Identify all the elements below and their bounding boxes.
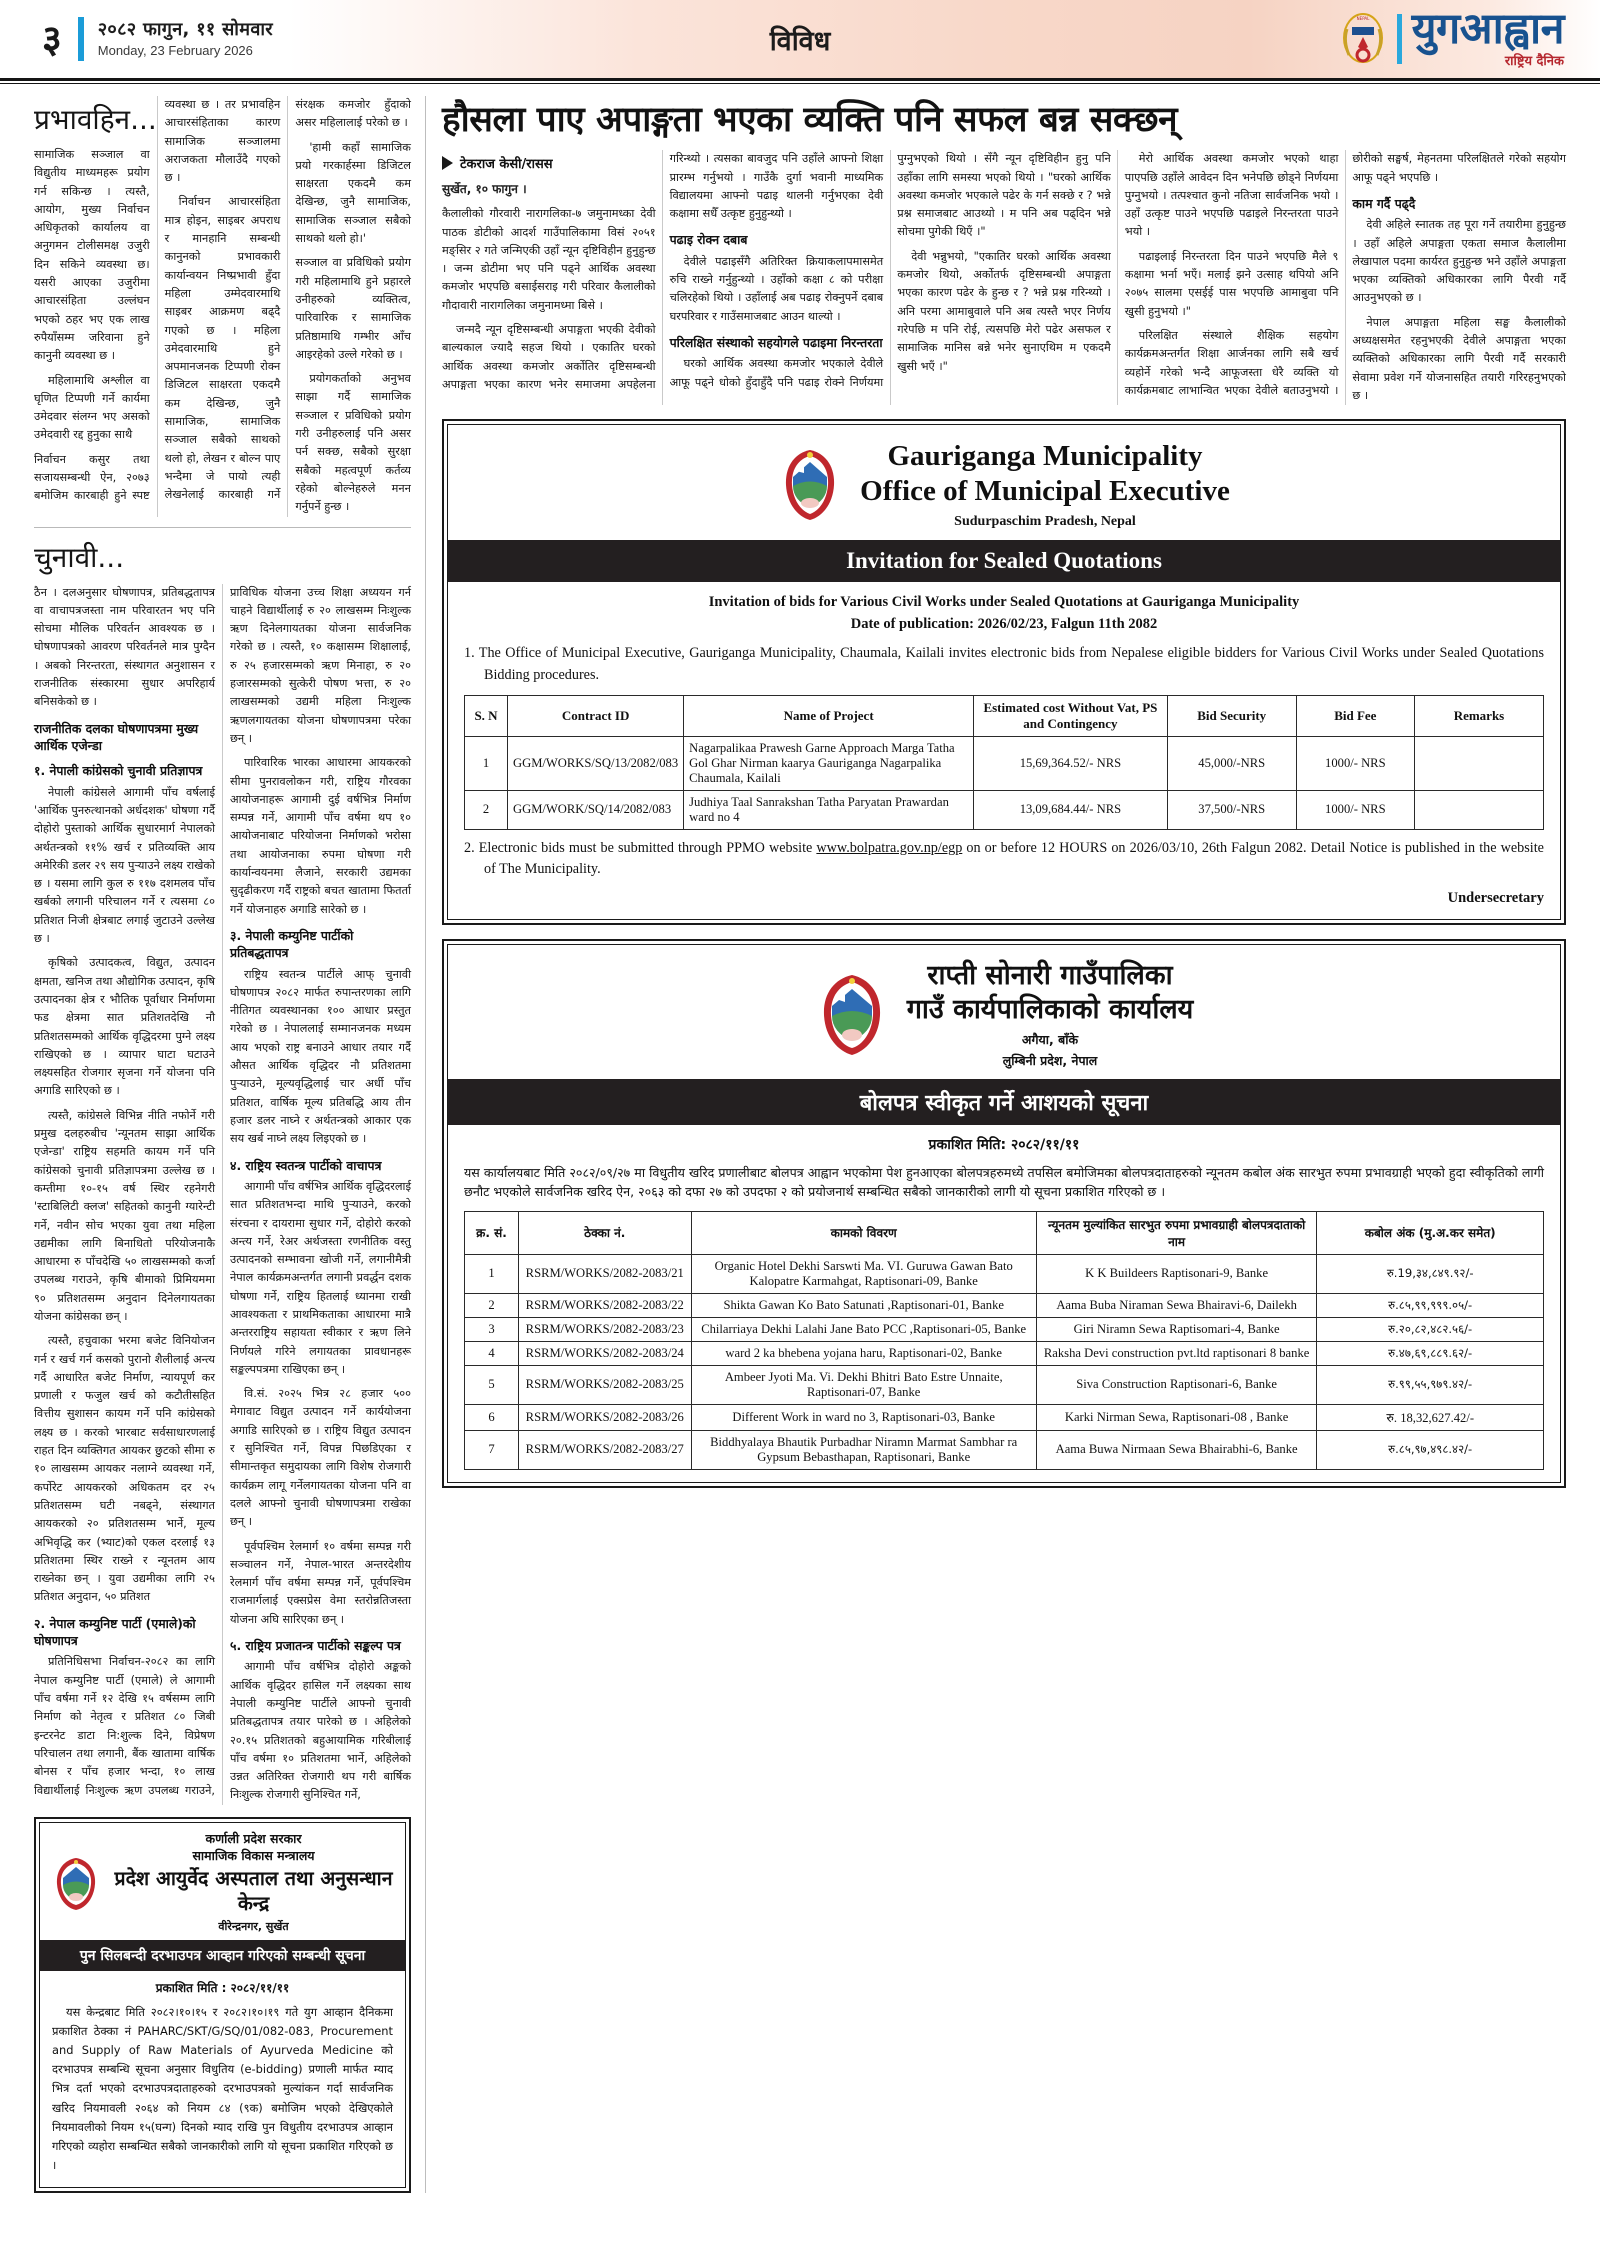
cell-work: Different Work in ward no 3, Raptisonari-03, Banke [691, 1404, 1036, 1430]
chunavi-para: आगामी पाँच वर्षभित्र आर्थिक वृद्धिदरलाई सात प्रतिशतभन्दा माथि पुऱ्याउने, करको संरचना र दायरामा सुधार गर्ने, दोहोरो करको अन्त्य गर्ने, रेअर अर्थजस्ता रणनीतिक वस्तु उत्पादनको सम्भावना खोजी गर्ने, लगानीमैत्री नेपाल कार्यक्रमअन्तर्गत लगानी प्रवर्द्धन दशक घोषणा गर्ने, राष्ट्रिय हितलाई ध्यानमा राखी आवश्यकता र प्राथमिकताका आधारमा मात्रै अन्तरराष्ट्रिय सहायता स्वीकार र ऋण लिने निर्णयले गरिने लगायतका प्रावधानहरू सङ्कल्पपत्रमा राखिएका छन् । [230, 1179, 411, 1376]
cell-amount: रु.९९,५५,९७९.४२/- [1317, 1365, 1544, 1404]
table-row [465, 1430, 1544, 1469]
notice-raptisonari-line4: लुम्बिनी प्रदेश, नेपाल [1002, 1052, 1098, 1068]
cell-contract-no: RSRM/WORKS/2082-2083/27 [518, 1430, 691, 1469]
cell-sn: 3 [465, 1317, 519, 1341]
cell-sn: 2 [465, 790, 508, 829]
table-row [465, 1254, 1544, 1293]
table-header-row [465, 1211, 1544, 1254]
notice-gauriganga-item-1: 1. The Office of Municipal Executive, Gauriganga Municipality, Chaumala, Kailali invites electronic bids from Nepalese eligible bidders for Various Civil Works under Sealed Quotations Bidding procedures. [464, 645, 1544, 683]
prabhawahin-para: महिलामाथि अश्लील वा घृणित टिप्पणी गर्ने कार्यमा उमेदवार संलग्न भए असको उमेदवारी रद्द हुनुका साथै [34, 373, 150, 442]
notice-raptisonari-pubdate: प्रकाशित मिति: २०८२/११/११ [928, 1136, 1080, 1153]
brand-subtitle: राष्ट्रिय दैनिक [1504, 54, 1564, 70]
nepal-emblem-icon [815, 971, 889, 1057]
section-divider [34, 527, 411, 528]
notice-raptisonari-inner [447, 944, 1561, 1482]
cell-work: Chilarriaya Dekhi Lalahi Jane Bato PCC ,Raptisonari-05, Banke [691, 1317, 1036, 1341]
right-column-pack [426, 96, 1566, 2193]
notice-raptisonari-header [448, 945, 1560, 1079]
cell-project: Judhiya Taal Sanrakshan Tatha Paryatan Prawardan ward no 4 [684, 790, 974, 829]
feature-para: पढाइलाई निरन्तरता दिन पाउने भएपछि मैले ९ कक्षामा भर्ना भएँ। मलाई झने उत्साह थपियो अनि २०७५ सालमा एसईई पास भएपछि आमाबुवा पनि खुसी हुनुभयो ।" [1124, 249, 1339, 318]
notice-raptisonari [442, 939, 1566, 1487]
feature-para: मेरो आर्थिक अवस्था कमजोर भएको थाहा पाएपछि उहाँले आवेदन दिन भनेपछि छोड्ने निर्णयमा पुग्नुभयो । तत्पश्चात कुनो नतिजा सार्वजनिक भयो । उहाँ उत्कृष्ट पाउने भएपछि पढाइले निरन्तरता पाउने भयो । [1124, 152, 1339, 239]
cell-work: Ambeer Jyoti Ma. Vi. Dekhi Bhitri Bato Estre Unnaite, Raptisonari-07, Banke [691, 1365, 1036, 1404]
notice-gauriganga-line1: Gauriganga Municipality [887, 440, 1203, 473]
gauriganga-bid-table [464, 695, 1544, 830]
cell-amount: रु. 18,32,627.42/- [1317, 1404, 1544, 1430]
table-row [465, 1293, 1544, 1317]
chunavi-para: ठैन । दलअनुसार घोषणापत्र, प्रतिबद्धतापत्र वा वाचापत्रजस्ता नाम परिवारतन भए पनि सोचमा मौलिक परिवर्तन आवश्यक छ । घोषणापत्रको आवरण परिवर्तनले मात्र पुग्दैन । अबको निरन्तरता, संस्थागत अनुशासन र राजनीतिक संस्कारमा सुधार अपरिहार्य बनिसकेको छ । [34, 585, 215, 709]
feature-para: जन्मदै न्यून दृष्टिसम्बन्धी अपाङ्गता भएकी देवीको बाल्यकाल ज्यादै सहज थियो । एकातिर घरको आर्थिक अवस्था कमजोर अर्कोतिर दृष्टिसम्बन्धी अपाङ्गता भएका कारण भनेर समाजमा अपहेलना गरिन्थ्यो । त्यसका बावजुद पनि उहाँले आफ्नो शिक्षा प्रारम्भ गर्नुभयो । गाउँकै दुर्गा भवानी माध्यमिक विद्यालयमा आफ्नो पढाइ थालनी गर्नुभएका देवी कक्षामा सधैँ उत्कृष्ट हुनुहुन्थ्यो । [442, 152, 884, 391]
table-row [465, 1404, 1544, 1430]
table-row [465, 790, 1544, 829]
byline-triangle-icon [442, 156, 453, 170]
cell-amount: रु.19,३४,८४९.९२/- [1317, 1254, 1544, 1293]
feature-body [442, 150, 1566, 405]
table-row [465, 1365, 1544, 1404]
cell-amount: रु.८५,९९,९९९.०५/- [1317, 1293, 1544, 1317]
cell-sn: 1 [465, 736, 508, 790]
raptisonari-table-body [465, 1254, 1544, 1469]
cell-sn: 6 [465, 1404, 519, 1430]
nepal-emblem-icon [50, 1854, 102, 1912]
th-sn: क्र. सं. [465, 1211, 519, 1254]
feature-subhead: काम गर्दै पढ्दै [1352, 195, 1416, 211]
th-remarks: Remarks [1414, 695, 1543, 736]
byline-place-row [442, 180, 656, 197]
chunavi-heading: राजनीतिक दलका घोषणापत्रमा मुख्य आर्थिक एजेन्डा [34, 720, 199, 753]
page-number: ३ [42, 17, 62, 61]
prabhawahin-para: निर्वाचन कसुर तथा सजायसम्बन्धी ऐन, २०७३ बमोजिम कारबाही हुने स्पष्ट व्यवस्था छ । तर प्रभावहिन आचारसंहिताका कारण सामाजिक सञ्जालमा अराजकता मौलाउँदै गएको छ । [34, 98, 281, 503]
feature-para: देवीले पढाइसँगै अतिरिक्त क्रियाकलापमासमेत रुचि राख्ने गर्नुहुन्थ्यो । उहाँको कक्षा ८ को परीक्षा चलिरहेको थियो । उहाँलाई अब पढाइ रोक्नुपर्ने दबाब घरपरिवार र गाउँसमाजबाट आउन थाल्यो । [669, 254, 884, 323]
notice-ayurveda [34, 1817, 411, 2193]
notice-raptisonari-line2: गाउँ कार्यपालिकाको कार्यालय [906, 994, 1194, 1026]
chunavi-para: त्यस्तै, कांग्रेसले विभिन्न नीति नफोर्ने गरी प्रमुख दलहरुबीच 'न्यूनतम साझा आर्थिक एजेन्डा' राष्ट्रिय सहमति कायम गर्ने पनि कांग्रेसको चुनावी प्रतिज्ञापत्रमा उल्लेख छ । कम्तीमा १०-१५ वर्ष स्थिर रहनेगरी 'स्टाबिलिटी क्लज' सहितको कानुनी ग्यारेन्टी गर्ने, नवीन सोच भएका युवा तथा महिला उद्यमीका लागि बिनाधितो परियोजनाकै आधारमा रु पाँचदेखि ५० लाखसम्मको कर्जा उपलब्ध गराउने, कृषि बीमाको प्रिमियममा ९० प्रतिशतसम्म अनुदान दिनेलगायतका योजना कांग्रेसका छन् । [34, 1108, 215, 1323]
prabhawahin-para: 'हामी कहाँ सामाजिक प्रयो गरकार्हस्मा डिजिटल साक्षरता एकदमै कम देखिन्छ, जुनै सामाजिक, सामाजिक सञ्जाल सबैको साथको थलो हो।' [295, 140, 411, 246]
notice-raptisonari-body [448, 1125, 1560, 1482]
chunavi-para: आगामी पाँच वर्षभित्र दोहोरो अङ्कको आर्थिक वृद्धिदर हासिल गर्ने लक्ष्यका साथ नेपाली कम्युनिष्ट पार्टीले आफ्नो चुनावी प्रतिबद्धतापत्र तयार पारेको छ । अहिलेको २०.१५ प्रतिशतको बहुआयामिक गरिबीलाई पाँच वर्षमा १० प्रतिशतमा भार्ने, अहिलेको उन्नत अतिरिक्त रोजगारी थप गरी बार्षिक निःशुल्क रोजगारी सुनिश्चित गर्ने, [230, 1660, 411, 1802]
th-contract-id: Contract ID [508, 695, 684, 736]
notice-gauriganga-header [448, 425, 1560, 540]
masthead [0, 0, 1600, 78]
prabhawahin-para: प्रयोगकर्ताको अनुभव साझा गर्दै सामाजिक सञ्जाल र प्रविधिको प्रयोग गरी उनीहरुलाई पनि असर पर्न सक्छ, सबैको सुरक्षा सबैको महत्वपूर्ण कर्तव्य रहेको बोल्नेहरुले मनन गर्नुपर्ने हुन्छ । [295, 372, 411, 514]
masthead-rule-thin [0, 83, 1600, 84]
th-estimated-cost: Estimated cost Without Vat, PS and Contingency [974, 695, 1168, 736]
feature-headline: हौसला पाए अपाङ्गता भएका व्यक्ति पनि सफल बन्न सक्छन् [442, 100, 1178, 140]
table-row [465, 1341, 1544, 1365]
notice-gauriganga-banner: Invitation for Sealed Quotations [448, 540, 1560, 582]
notice-ayurveda-inner [39, 1822, 406, 2188]
feature-para: देवी अहिले स्नातक तह पूरा गर्ने तयारीमा हुनुहुन्छ । उहाँ अहिले अपाङ्गता एकता समाज कैलालीमा लेखापाल पदमा कार्यरत हुनुहुन्छ भने उहाँले अपाङ्गता भएका व्यक्तिको अधिकारका लागि पैरवी गर्दै आउनुभएको छ । [1352, 218, 1566, 305]
prabhawahin-title: प्रभावहिन... [34, 103, 157, 136]
cell-bid-fee: 1000/- NRS [1296, 790, 1414, 829]
cell-bidder: Raksha Devi construction pvt.ltd raptisonari 8 banke [1036, 1341, 1317, 1365]
cell-bidder: Aama Buwa Nirmaan Sewa Bhairabhi-6, Banke [1036, 1430, 1317, 1469]
cell-contract-no: RSRM/WORKS/2082-2083/21 [518, 1254, 691, 1293]
th-work-description: कामको विवरण [691, 1211, 1036, 1254]
cell-contract-no: RSRM/WORKS/2082-2083/23 [518, 1317, 691, 1341]
cell-contract-no: RSRM/WORKS/2082-2083/25 [518, 1365, 691, 1404]
notice-ayurveda-pubdate: प्रकाशित मिति : २०८२/११/११ [155, 1980, 290, 1995]
cell-amount: रु.२०,८२,४८२.५६/- [1317, 1317, 1544, 1341]
cell-bidder: Karki Nirman Sewa, Raptisonari-08 , Banke [1036, 1404, 1317, 1430]
item2-post: on or before 12 HOURS on 2026/03/10, 26th Falgun 2082. Detail Notice is published in the website of The Municipality. [484, 839, 1544, 878]
notice-gauriganga-pubdate: Date of publication: 2026/02/23, Falgun 11th 2082 [850, 615, 1158, 632]
cell-sn: 7 [465, 1430, 519, 1469]
cell-amount: रु.८५,९७,४९८.४२/- [1317, 1430, 1544, 1469]
newspaper-logo-icon [1339, 11, 1387, 67]
feature-subhead: परिलक्षित संस्थाको सहयोगले पढाइमा निरन्तरता [669, 334, 883, 350]
cell-sn: 1 [465, 1254, 519, 1293]
chunavi-para: प्रतिनिधिसभा निर्वाचन-२०८२ का लागि नेपाल कम्युनिष्ट पार्टी (एमाले) ले आगामी पाँच वर्षमा गर्ने १२ देखि १५ वर्षसम्म लागि निर्माण को नेतृत्व र प्रतिशत ८० जिबी इन्टरनेट डाटा नि:शुल्क दिने, विप्रेषण परिचालन तथा लगानी, बैंक खातामा वार्षिक बोनस र पाँच हजार भन्दा, १० लाख विद्यार्थीलाई निःशुल्क ऋण उपलब्ध गराउने, प्राविधिक योजना उच्च शिक्षा अध्ययन गर्न चाहने विद्यार्थीलाई रु २० लाखसम्म निःशुल्क ऋण दिनेलगायतका योजना सार्वजनिक गरेको छ । त्यस्तै, १० कक्षासम्म शिक्षालाई, रु २५ हजारसम्मको ऋण मिनाहा, रु २० हजारसम्मको सुत्केरी पोषण भत्ता, रु २० लाखसम्मको उद्यमी महिला निःशुल्क ऋणलगायतका योजना घोषणापत्रमा परेका छन् । [34, 585, 411, 1797]
notice-ayurveda-line2: सामाजिक विकास मन्त्रालय [192, 1848, 315, 1864]
th-bidder-name: न्यूनतम मुल्यांकित सारभुत रुपमा प्रभावग्राही बोलपत्रदाताको नाम [1036, 1211, 1317, 1254]
notice-ayurveda-body [40, 1971, 405, 2187]
notice-gauriganga-subtitle: Invitation of bids for Various Civil Works under Sealed Quotations at Gauriganga Municipality [708, 593, 1300, 610]
chunavi-article [34, 538, 411, 1806]
th-bid-security: Bid Security [1167, 695, 1296, 736]
table-header-row [465, 695, 1544, 736]
notice-ayurveda-text: यस केन्द्रबाट मिति २०८२।१०।१५ र २०८२।१०।१९ गते युग आव्हान दैनिकमा प्रकाशित ठेक्का नं PAHARC/SKT/G/SQ/01/082-083, Procurement and Supply of Raw Materials of Ayurveda Medicine को दरभाउपत्र सम्बन्धि सूचना अनुसार विधुतिय (e-bidding) प्रणाली मार्फत म्याद भित्र दर्ता भएको दरभाउपत्रदाताहरुको दरभाउपत्रको मुल्यांकन गर्दा सार्वजनिक खरिद नियमावली २०६४ को नियम ८४ (९क) बमोजिम भएको देखिएकोले नियमावलीको नियम १५(घन्ग) दिनको म्याद राखि पुन विधुतीय दरभाउपत्र आव्हान गरिएको व्यहोरा सम्बन्धित सबैको जानकारीको लागि यो सूचना प्रकाशित गरिएको छ । [52, 2004, 393, 2172]
th-amount: कबोल अंक (मु.अ.कर समेत) [1317, 1211, 1544, 1254]
ppmo-website-link[interactable]: www.bolpatra.gov.np/egp [816, 839, 963, 856]
cell-work: Shikta Gawan Ko Bato Satunati ,Raptisonari-01, Banke [691, 1293, 1036, 1317]
date-english: Monday, 23 February 2026 [97, 42, 253, 58]
notice-gauriganga-item-2 [464, 838, 1544, 881]
chunavi-heading: २. नेपाल कम्युनिष्ट पार्टी (एमाले)को घोषणापत्र [34, 1615, 196, 1649]
notice-raptisonari-banner: बोलपत्र स्वीकृत गर्ने आशयको सूचना [448, 1079, 1560, 1125]
prabhawahin-para: सामाजिक सञ्जाल वा विद्युतीय माध्यमहरू प्रयोग गर्न सकिन्छ । त्यस्तै, आयोग, मुख्य निर्वाचन अधिकृतको कार्यालय वा अनुगमन टोलीसमक्ष उजुरी दिन सकिने व्यवस्था छ। यसरी आएका उजुरीमा आचारसंहिता उल्लंघन भएको ठहर भए एक लाख रुपैयाँसम्म जरिवाना हुने कानुनी व्यवस्था छ । [34, 148, 150, 363]
chunavi-heading: ५. राष्ट्रिय प्रजातन्त्र पार्टीको सङ्कल्प पत्र [230, 1638, 401, 1654]
notice-raptisonari-line1: राप्ती सोनारी गाउँपालिका [927, 960, 1173, 992]
nepal-emblem-icon [778, 446, 842, 522]
cell-bid-security: 45,000/-NRS [1167, 736, 1296, 790]
chunavi-para: त्यस्तै, हचुवाका भरमा बजेट विनियोजन गर्न र खर्च गर्न कसको पुरानो शैलीलाई अन्त्य गर्दै आधारित बजेट निर्माण, न्यायपूर्ण कर प्रणाली र फजुल खर्च को कटौतीसहित वित्तीय सुशासन कायम गर्ने पनि कांग्रेसको लक्ष्य छ । करको भारबाट सर्वसाधारणलाई राहत दिन व्यक्तिगत आयकर छुटको सीमा रु १० लाखसम्म आयकर नलाग्ने व्यवस्था गर्ने, कर्पोरेट आयकरको अधिकतम दर २५ प्रतिशतसम्म घटी नबढ्ने, संस्थागत आयकरको २० प्रतिशतसम्म भार्ने, मूल्य अभिवृद्धि कर (भ्याट)को एकल दरलाई १३ प्रतिशतमा स्थिर राख्ने र न्यूनतम आय राख्नेका छन् । युवा उद्यमीका लागि २५ प्रतिशत अनुदान, ५० प्रतिशत [34, 1334, 215, 1604]
cell-remarks [1414, 736, 1543, 790]
cell-contract-id: GGM/WORKS/SQ/13/2082/083 [508, 736, 684, 790]
cell-bidder: Siva Construction Raptisonari-6, Banke [1036, 1365, 1317, 1404]
cell-amount: रु.४७,६९,८८९.६२/- [1317, 1341, 1544, 1365]
notice-ayurveda-header [40, 1823, 405, 1939]
cell-work: Biddhyalaya Bhautik Purbadhar Niramn Marmat Sambhar ra Gypsum Bebasthapan, Raptisonari, Banke [691, 1430, 1036, 1469]
th-bid-fee: Bid Fee [1296, 695, 1414, 736]
th-sn: S. N [465, 695, 508, 736]
notice-raptisonari-line3: अगैया, बाँके [1021, 1031, 1079, 1047]
cell-sn: 4 [465, 1341, 519, 1365]
item2-pre: 2. Electronic bids must be submitted through PPMO website [464, 839, 817, 856]
chunavi-heading: १. नेपाली कांग्रेसको चुनावी प्रतिज्ञापत्र [34, 763, 203, 779]
cell-contract-id: GGM/WORK/SQ/14/2082/083 [508, 790, 684, 829]
notice-gauriganga-title [860, 439, 1230, 530]
chunavi-para: राष्ट्रिय स्वतन्त्र पार्टीले आफ् चुनावी घोषणापत्र २०८२ मार्फत रुपान्तरणका लागि नीतिगत व्यवस्थानका १०० आधार प्रस्तुत गरेको छ । नेपाललाई सम्मानजनक मध्यम आय भएको राष्ट्र बनाउने आधार तयार गर्दै औसत आर्थिक वृद्धिदर नौ प्रतिशतमा पुऱ्याउने, मूल्यवृद्धिलाई चार अर्धी पाँच प्रतिशत, वार्षिक मूल्य प्रतिबद्धि आय तीन हजार डलर नाघ्ने र अर्थतन्त्रको आकार एक सय खर्ब नाघ्ने लक्ष्य लिइएको छ । [230, 967, 411, 1146]
cell-remarks [1414, 790, 1543, 829]
th-contract-no: ठेक्का नं. [518, 1211, 691, 1254]
masthead-rule-thick [0, 78, 1600, 81]
raptisonari-bid-table [464, 1211, 1544, 1470]
notice-raptisonari-title [907, 959, 1194, 1069]
byline-place: सुर्खेत, १० फागुन । [442, 182, 527, 197]
notice-raptisonari-text: यस कार्यालयबाट मिति २०८२/०९/२७ मा विधुतीय खरिद प्रणालीबाट बोलपत्र आह्वान भएकोमा पेश हुनआएका बोलपत्रहरुमध्ये तपसिल बमोजिमका बोलपत्रदाताहरुको न्यूनतम कबोल अंक सारभुत रुपमा प्रभावग्राही भएको हुदा स्वीकृतिको लागी छनौट भएकोले सार्वजनिक खरिद ऐन, २०६३ को दफा २७ को उपदफा २ को प्रयोजनार्थ सम्बन्धित सबैको जानकारीको लागी यो सूचना प्रकाशित गरिएको छ । [464, 1164, 1544, 1199]
table-row [465, 736, 1544, 790]
chunavi-heading: ३. नेपाली कम्युनिष्ट पार्टीको प्रतिबद्धतापत्र [230, 927, 354, 961]
feature-para: घरको आर्थिक अवस्था कमजोर भएकाले देवीले आफू पढ्ने धोको हुँदाहुँदै पनि पढाइ रोक्ने निर्णयमा पुग्नुभएको थियो । सँगै न्यून दृष्टिविहीन हुनु पनि उहाँका लागि समस्या भएको थियो । "घरको आर्थिक अवस्था कमजोर भएकाले पढेर के गर्न सक्छे र ? भन्ने प्रश्न समाजबाट आउथ्यो । म पनि अब पढ्दिन भन्ने सोचमा पुगेकी थिएँ ।" [669, 152, 1111, 389]
chunavi-para: वि.सं. २०२५ भित्र २८ हजार ५०० मेगावाट विद्युत उत्पादन गर्ने कार्ययोजना अगाडि सारिएको छ । राष्ट्रिय विद्युत उत्पादन र सुनिश्चित गर्ने, विपन्न पिछडिएका र सीमान्तकृत समुदायका लागि विशेष रोजगारी कार्यक्रम लागू गर्नेलगायतका योजना पनि वा दलले आफ्नो चुनावी घोषणापत्रमा राखेका छन् । [230, 1387, 411, 1529]
notice-gauriganga [442, 419, 1566, 925]
notice-ayurveda-line3: प्रदेश आयुर्वेद अस्पताल तथा अनुसन्धान केन्द्र [114, 1867, 393, 1916]
notice-gauriganga-inner [447, 424, 1561, 920]
cell-estimated-cost: 13,09,684.44/- NRS [974, 790, 1168, 829]
section-title: विविध [769, 25, 831, 57]
prabhawahin-para: सञ्जाल वा प्रविधिको प्रयोग गरी महिलामाथि हुने प्रहारले उनीहरुको व्यक्तित्व, पारिवारिक र सामाजिक प्रतिष्ठामाथि गम्भीर आँच आइरहेको उल्ले गरेको छ । [295, 256, 411, 361]
cell-bidder: Giri Niramn Sewa Raptisomari-4, Banke [1036, 1317, 1317, 1341]
left-column-pack [34, 96, 426, 2193]
feature-para: परिलक्षित संस्थाले शैक्षिक सहयोग कार्यक्रमअन्तर्गत शिक्षा आर्जनका लागि सबै खर्च व्यहोर्ने गरेको भन्दै आफूजस्ता धेरै व्यक्ति यो कार्यक्रमबाट लाभान्वित भएका देवीले बताउनुभयो । छोरीको सङ्घर्ष, मेहनतमा परिलक्षितले गरेको सहयोग आफू पढ्ने भएपछि । [1124, 152, 1566, 397]
cell-bidder: K K Buildeers Raptisonari-9, Banke [1036, 1254, 1317, 1293]
table-row [465, 1317, 1544, 1341]
chunavi-heading: ४. राष्ट्रिय स्वतन्त्र पार्टीको वाचापत्र [230, 1157, 382, 1173]
chunavi-para: कृषिको उत्पादकत्व, विद्युत, उत्पादन क्षमता, खनिज तथा औद्योगिक उत्पादन, कृषि उत्पादनका क्षेत्र र भौतिक पूर्वाधार निर्माणमा फड क्षेत्रमा सात प्रतिशतदेखि नौ प्रतिशतसम्मको आर्थिक वृद्धिदरमा पुग्ने लक्ष्य राखिएको छ । व्यापार घाटा घटाउने लक्ष्यसहित रोजगार सृजना गर्ने योजना पनि अगाडि सारिएको छ । [34, 956, 215, 1098]
date-nepali: २०८२ फागुन, ११ सोमवार [97, 19, 273, 41]
byline-author: टेकराज केसी/रासस [460, 157, 553, 173]
cell-work: ward 2 ka bhebena yojana haru, Raptisonari-02, Banke [691, 1341, 1036, 1365]
cell-sn: 2 [465, 1293, 519, 1317]
prabhawahin-para: निर्वाचन आचारसंहिता मात्र होइन, साइबर अपराध र मानहानि सम्बन्धी कानुनको प्रभावकारी कार्यान्वयन निष्प्रभावी हुँदा महिला उम्मेदवारमाथि साइबर आक्रमण बढ्दै गएको छ । महिला उमेदवारमाथि हुने अपमानजनक टिप्पणी रोक्न डिजिटल साक्षरता एकदमै कम देखिन्छ, जुनै सामाजिक, सामाजिक सञ्जाल सबैको साथको थलो हो, लेखन र बोल्न पाए भन्दैमा जे पायो त्यही लेखनेलाई कारबाही गर्ने संरक्षक कमजोर हुँदाको असर महिलालाई परेको छ । [164, 98, 411, 502]
feature-para: देवी भन्नुभयो, "एकातिर घरको आर्थिक अवस्था कमजोर थियो, अर्कोतर्फ दृष्टिसम्बन्धी अपाङ्गता भएका कारण पढेर के हुन्छ र ? भन्ने प्रश्न गरिन्थ्यो । अनि परमा आमाबुवाले पनि अब त्यस्तै भएर निर्णय गरेपछि म पनि रोई, त्यसपछि मेरो पढेर असफल र सामाजिक मानिस बन्ने भनेर सुनाएथिम म एकदमै खुसी भएँ ।" [897, 249, 1111, 373]
notice-ayurveda-banner: पुन सिलबन्दी दरभाउपत्र आव्हान गरिएको सम्बन्धी सूचना [40, 1940, 405, 1971]
notice-gauriganga-signature: Undersecretary [1447, 890, 1544, 907]
cell-contract-no: RSRM/WORKS/2082-2083/26 [518, 1404, 691, 1430]
chunavi-para: पूर्वपश्चिम रेलमार्ग १० वर्षमा सम्पन्न गरी सञ्चालन गर्ने, नेपाल-भारत अन्तरदेशीय रेलमार्ग पाँच वर्षमा सम्पन्न गर्ने, पूर्वपश्चिम राजमार्गलाई एक्सप्रेस वेमा स्तरोन्नतिजस्ता योजना अघि सारिएका छन् । [230, 1539, 411, 1626]
chunavi-body [34, 584, 411, 1806]
top-zone [34, 96, 1566, 2193]
cell-estimated-cost: 15,69,364.52/- NRS [974, 736, 1168, 790]
notice-ayurveda-title [112, 1831, 395, 1933]
notice-ayurveda-line4: वीरेन्द्रनगर, सुर्खेत [218, 1919, 289, 1933]
cell-work: Organic Hotel Dekhi Sarswti Ma. VI. Guruwa Gawan Bato Kalopatre Karmahgat, Raptisonari-09, Banke [691, 1254, 1036, 1293]
chunavi-title: चुनावी... [34, 540, 125, 574]
cell-contract-no: RSRM/WORKS/2082-2083/24 [518, 1341, 691, 1365]
feature-subhead: पढाइ रोक्न दबाब [669, 232, 748, 248]
cell-bid-fee: 1000/- NRS [1296, 736, 1414, 790]
byline [442, 154, 656, 172]
cell-contract-no: RSRM/WORKS/2082-2083/22 [518, 1293, 691, 1317]
feature-para: कैलालीको गौरवारी नारागलिका-७ जमुनामध्का देवी पाठक डोटीको आदर्श गाउँपालिकामा विसं २०५१ मङ्सिर २ गते जन्मिएकी उहाँ न्यून दृष्टिविहीन हुनुहुन्छ । जन्म डोटीमा भए पनि पढ्ने आर्थिक अवस्था कमजोर भएपछि बसाईसराइ गरी परिवार कैलालीको गौदावारी नारागलिका जमुनामध्मा बिसे । [442, 207, 656, 312]
cell-bidder: Aama Buba Niraman Sewa Bhairavi-6, Dailekh [1036, 1293, 1317, 1317]
chunavi-para: पारिवारिक भारका आधारमा आयकरको सीमा पुनरावलोकन गरी, राष्ट्रिय गौरवका आयोजनाहरू आगामी दुई वर्षभित्र निर्माण सम्पन्न गर्ने, आगामी पाँच वर्षमा थप १० आयोजनाबाट परियोजना निर्माणको भरोसा तथा आयोजनाका रुपमा घोषणा गरी कार्यान्वयनमा लैजाने, सरकारी उद्यमका सुदृढीकरण गर्दै राष्ट्रको बचत खातामा फितर्ता गर्ने योजनाहरु अगाडि सारेको छ । [230, 756, 411, 916]
brand-name: युगआह्वान [1411, 3, 1564, 54]
cell-project: Nagarpalikaa Prawesh Garne Approach Marga Tatha Gol Ghar Nirman kaarya Gauriganga Nagarpalika Chaumala, Kailali [684, 736, 974, 790]
notice-gauriganga-line3: Sudurpaschim Pradesh, Nepal [954, 513, 1136, 529]
feature-para: नेपाल अपाङ्गता महिला सङ्घ कैलालीको अध्यक्षसमेत रहनुभएकी देवीले अपाङ्गता भएका व्यक्तिको अधिकारका लागि पैरवी गर्दै सरकारी सेवामा प्रवेश गर्ने योजनासहित तयारी गरिरहनुभएको छ । [1352, 315, 1566, 402]
th-project: Name of Project [684, 695, 974, 736]
cell-bid-security: 37,500/-NRS [1167, 790, 1296, 829]
svg-text:NEPAL: NEPAL [1356, 16, 1369, 21]
cell-sn: 5 [465, 1365, 519, 1404]
notice-ayurveda-line1: कर्णाली प्रदेश सरकार [205, 1831, 302, 1847]
prabhawahin-article [34, 96, 411, 517]
notice-gauriganga-body [448, 582, 1560, 920]
chunavi-para: नेपाली कांग्रेसले आगामी पाँच वर्षलाई 'आर्थिक पुनरुत्थानको अर्धदशक' घोषणा गर्दै दोहोरो पुस्ताको आर्थिक सुधारमार्ग नेपालको अर्थतन्त्रको ११% खर्च र प्रतिव्यक्ति आय अमेरिकी डलर २९ सय पुऱ्याउने लक्ष्य राखेको छ । यसमा लागि कुल रु ११७ दशमलव पाँच खर्बको लगानी परिचालन गर्ने र त्यसमा ८० प्रतिशत निजी क्षेत्रबाट लगाई जुटाउने उल्लेख छ । [34, 785, 215, 946]
notice-gauriganga-line2: Office of Municipal Executive [860, 474, 1230, 507]
